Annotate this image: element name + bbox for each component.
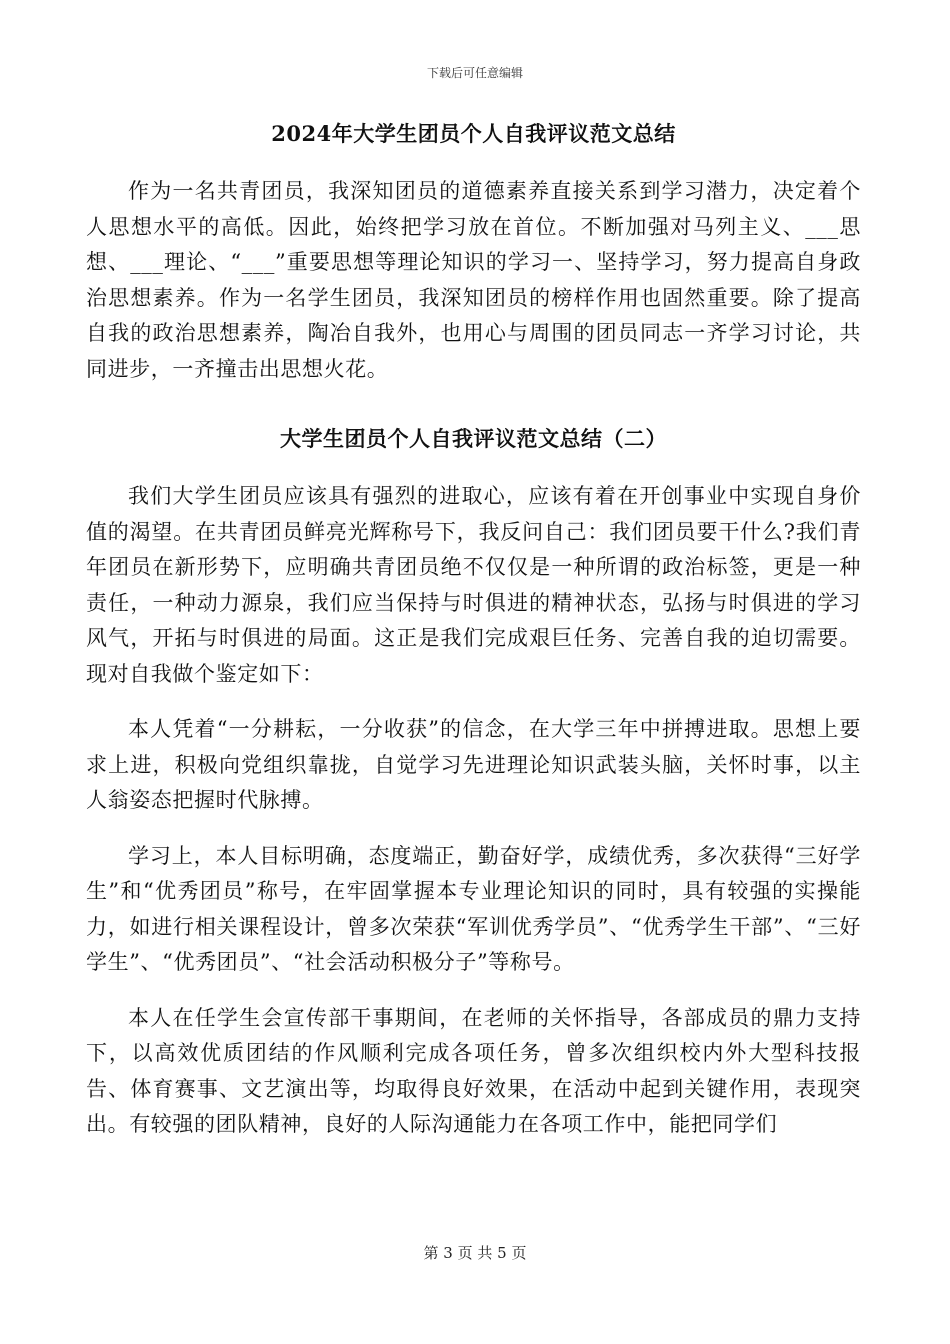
paragraph: 本人在任学生会宣传部干事期间，在老师的关怀指导，各部成员的鼎力支持下，以高效优质团结的作风顺利完成各项任务，曾多次组织校内外大型科技报告、体育赛事、文艺演出等，均取得良好效果，在活动中起到关键作用，表现突出。有较强的团队精神，良好的人际沟通能力在各项工作中，能把同学们 <box>86 1005 861 1136</box>
paragraph: 作为一名共青团员，我深知团员的道德素养直接关系到学习潜力，决定着个人思想水平的高低。因此，始终把学习放在首位。不断加强对马列主义、___思想、___理论、“___”重要思想等理论知识的学习一、坚持学习，努力提高自身政治思想素养。作为一名学生团员，我深知团员的榜样作用也固然重要。除了提高自我的政治思想素养，陶冶自我外，也用心与周围的团员同志一齐学习讨论，共同进步，一齐撞击出思想火花。 <box>86 179 861 381</box>
document-title: 2024年大学生团员个人自我评议范文总结 <box>271 121 676 146</box>
document-body <box>86 118 861 1163</box>
paragraph: 我们大学生团员应该具有强烈的进取心，应该有着在开创事业中实现自身价值的渴望。在共青团员鲜亮光辉称号下，我反问自己：我们团员要干什么?我们青年团员在新形势下，应明确共青团员绝不仅仅是一种所谓的政治标签，更是一种责任，一种动力源泉，我们应当保持与时俱进的精神状态，弘扬与时俱进的学习风气，开拓与时俱进的局面。这正是我们完成艰巨任务、完善自我的迫切需要。现对自我做个鉴定如下： <box>86 484 861 686</box>
paragraph: 学习上，本人目标明确，态度端正，勤奋好学，成绩优秀，多次获得“三好学生”和“优秀团员”称号，在牢固掌握本专业理论知识的同时，具有较强的实操能力，如进行相关课程设计，曾多次荣获“军训优秀学员”、“优秀学生干部”、“三好学生”、“优秀团员”、“社会活动积极分子”等称号。 <box>86 843 861 974</box>
paragraph: 本人凭着“一分耕耘，一分收获”的信念，在大学三年中拼搏进取。思想上要求上进，积极向党组织靠拢，自觉学习先进理论知识武装头脑，关怀时事，以主人翁姿态把握时代脉搏。 <box>86 717 861 812</box>
page-number: 第 3 页 共 5 页 <box>423 1244 527 1262</box>
page-header-note: 下载后可任意编辑 <box>426 66 523 80</box>
section-title: 大学生团员个人自我评议范文总结（二） <box>280 426 667 451</box>
